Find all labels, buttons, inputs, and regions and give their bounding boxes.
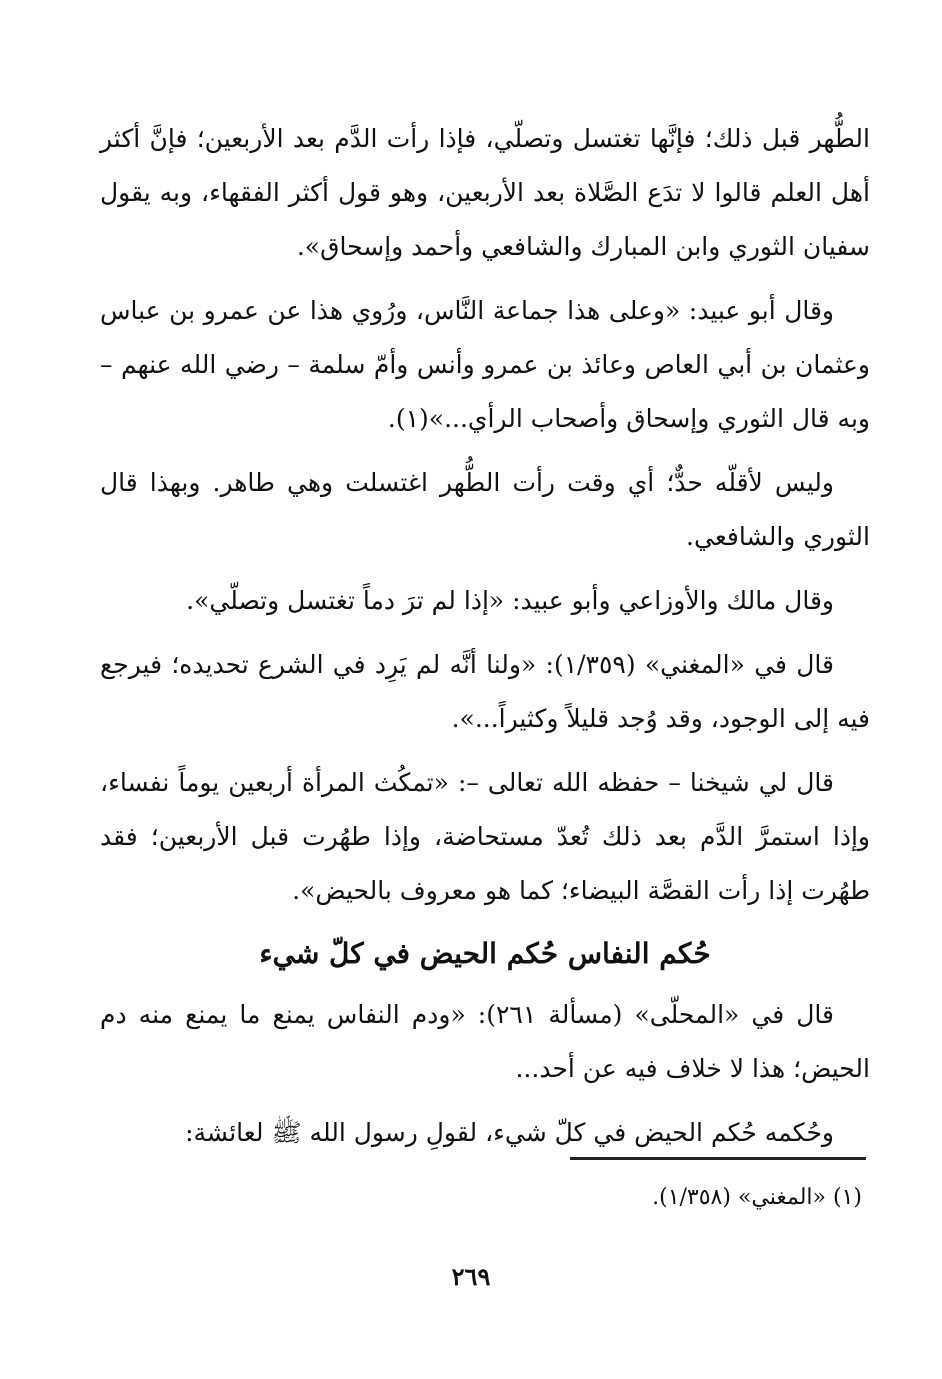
section-heading: حُكم النفاس حُكم الحيض في كلّ شيء [259, 937, 711, 970]
footnote-divider [570, 1157, 866, 1160]
paragraph: وقال مالك والأوزاعي وأبو عبيد: «إذا لم ترَ دماً تغتسل وتصلّي». [186, 586, 834, 615]
page-number: ٢٦٩ [451, 1262, 491, 1291]
main-text [100, 112, 870, 1170]
paragraph: قال في «المحلّى» (مسألة ٢٦١): «ودم النفاس يمنع ما يمنع منه دم الحيض؛ هذا لا خلاف فيه عن أحد... [100, 1000, 870, 1083]
paragraph: الطُّهر قبل ذلك؛ فإنَّها تغتسل وتصلّي، فإذا رأت الدَّم بعد الأربعين؛ فإنَّ أكثر أهل العلم قالوا لا تدَع الصَّلاة بعد الأربعين، وهو قول أكثر الفقهاء، وبه يقول سفيان الثوري وابن المبارك والشافعي وأحمد وإسحاق». [100, 124, 870, 261]
paragraph: وحُكمه حُكم الحيض في كلّ شيء، لقولِ رسول الله ﷺ لعائشة: [185, 1118, 834, 1147]
paragraph: وليس لأقلّه حدٌّ؛ أي وقت رأت الطُّهر اغتسلت وهي طاهر. وبهذا قال الثوري والشافعي. [100, 468, 870, 551]
paragraph: قال لي شيخنا – حفظه الله تعالى –: «تمكُث المرأة أربعين يوماً نفساء، وإذا استمرَّ الدَّم بعد ذلك تُعدّ مستحاضة، وإذا طهُرت قبل الأربعين؛ فقد طهُرت إذا رأت القصَّة البيضاء؛ كما هو معروف بالحيض». [100, 768, 870, 905]
paragraph: قال في «المغني» (١/٣٥٩): «ولنا أنَّه لم يَرِد في الشرع تحديده؛ فيرجع فيه إلى الوجود، وقد وُجد قليلاً وكثيراً...». [100, 650, 870, 733]
footnote: (١) «المغني» (١/٣٥٨). [652, 1185, 862, 1210]
paragraph: وقال أبو عبيد: «وعلى هذا جماعة النَّاس، ورُوي هذا عن عمرو بن عباس وعثمان بن أبي العاص وعائذ بن عمرو وأنس وأمّ سلمة – رضي الله عنهم – وبه قال الثوري وإسحاق وأصحاب الرأي...»(١). [100, 296, 870, 433]
